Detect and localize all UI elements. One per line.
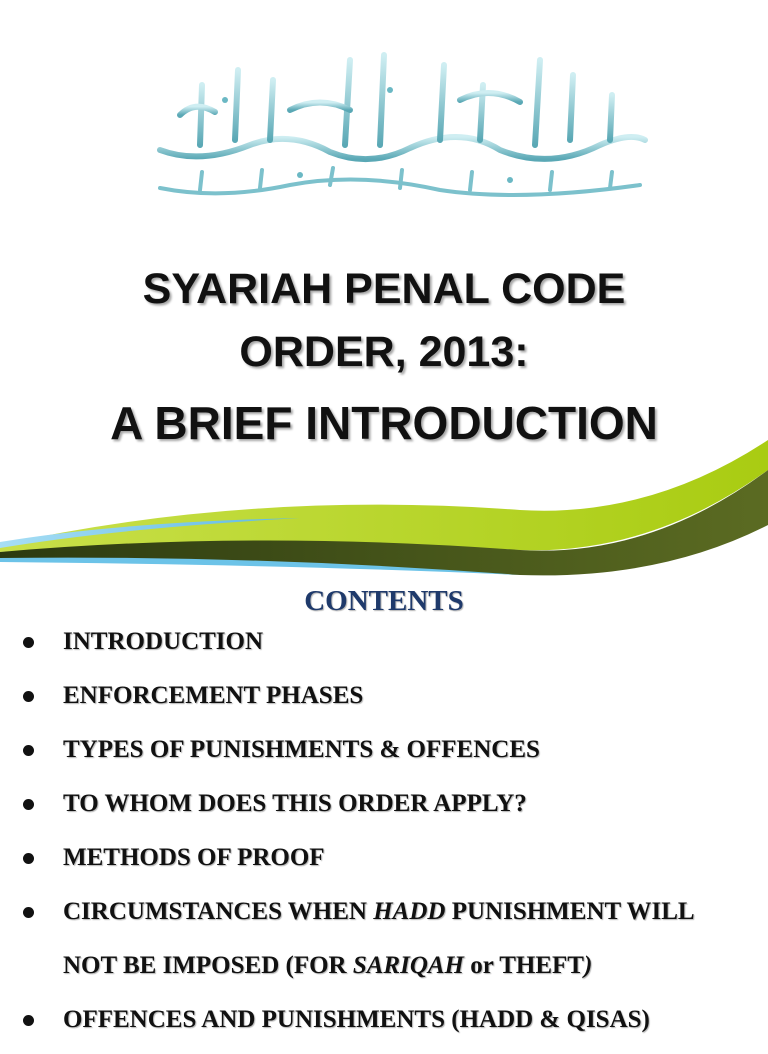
- item-text-emphasis: SARIQAH: [352, 952, 465, 979]
- title-line-3: A BRIEF INTRODUCTION: [110, 397, 658, 449]
- item-text-part: or THEFT: [464, 952, 584, 979]
- list-item: [0, 676, 768, 730]
- list-item: [0, 730, 768, 784]
- list-item: [0, 784, 768, 838]
- list-item: [0, 1000, 768, 1054]
- list-item: [0, 892, 768, 946]
- title-line-1: SYARIAH PENAL CODE: [142, 265, 626, 313]
- list-item-text: INTRODUCTION: [63, 628, 264, 655]
- bullet-icon: [23, 637, 34, 648]
- item-text-part: PUNISHMENT WILL: [445, 898, 695, 925]
- bullet-icon: [23, 691, 34, 702]
- title-line-2: ORDER, 2013:: [239, 328, 529, 376]
- list-item-text: [63, 946, 592, 986]
- contents-heading: CONTENTS: [304, 585, 464, 617]
- item-text-emphasis: ): [583, 952, 593, 979]
- item-text-emphasis: HADD: [373, 898, 446, 925]
- list-item-text: OFFENCES AND PUNISHMENTS (HADD & QISAS): [63, 1006, 650, 1033]
- bullet-icon: [23, 853, 34, 864]
- contents-list: [0, 622, 768, 1054]
- bullet-icon: [23, 907, 34, 918]
- basmala-calligraphy: [140, 40, 660, 210]
- list-item: [0, 622, 768, 676]
- decorative-swoosh: [0, 430, 768, 590]
- list-item-text: METHODS OF PROOF: [63, 844, 325, 871]
- list-item-text: [63, 892, 695, 932]
- bullet-icon: [23, 1015, 34, 1026]
- list-item-continuation: [0, 946, 768, 1000]
- list-item-text: ENFORCEMENT PHASES: [63, 682, 364, 709]
- bullet-icon: [23, 745, 34, 756]
- bullet-icon: [23, 799, 34, 810]
- list-item: [0, 838, 768, 892]
- list-item-text: TO WHOM DOES THIS ORDER APPLY?: [63, 790, 527, 817]
- item-text-part: CIRCUMSTANCES WHEN: [63, 898, 374, 925]
- list-item-text: TYPES OF PUNISHMENTS & OFFENCES: [63, 736, 540, 763]
- item-text-part: NOT BE IMPOSED (FOR: [63, 952, 353, 979]
